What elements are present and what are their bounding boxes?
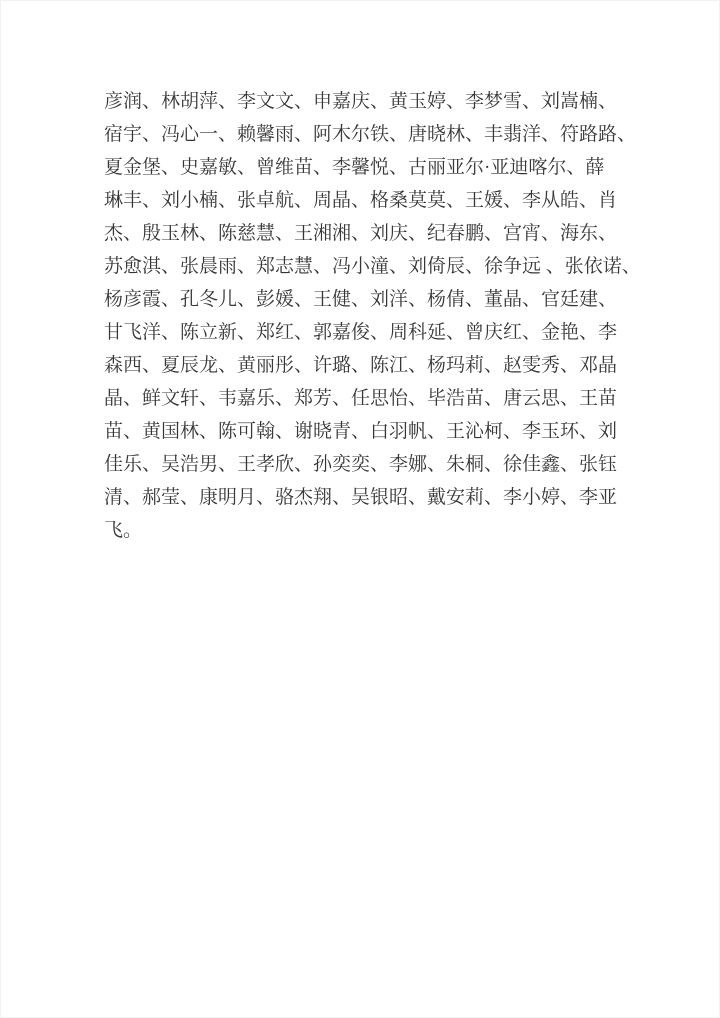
text-line: 彦润、林胡萍、李文文、申嘉庆、黄玉婷、李梦雪、刘嵩楠、 <box>104 91 618 112</box>
text-line: 甘飞洋、陈立新、郑红、郭嘉俊、周科延、曾庆红、金艳、李 <box>104 322 618 343</box>
text-line: 宿宇、冯心一、赖馨雨、阿木尔铁、唐晓林、丰翡洋、符路路、 <box>104 124 637 145</box>
name-list-paragraph <box>104 85 641 547</box>
text-line: 森西、夏辰龙、黄丽彤、许璐、陈江、杨玛莉、赵雯秀、邓晶 <box>104 355 618 376</box>
text-line: 飞。 <box>104 520 143 541</box>
text-line: 夏金堡、史嘉敏、曾维苗、李馨悦、古丽亚尔·亚迪喀尔、薛 <box>104 157 605 178</box>
text-line: 清、郝莹、康明月、骆杰翔、吴银昭、戴安莉、李小婷、李亚 <box>104 487 618 508</box>
text-line: 晶、鲜文轩、韦嘉乐、郑芳、任思怡、毕浩苗、唐云思、王苗 <box>104 388 618 409</box>
text-line: 琳丰、刘小楠、张卓航、周晶、格桑莫莫、王媛、李从皓、肖 <box>104 190 618 211</box>
text-line: 杨彦霞、孔冬儿、彭媛、王健、刘洋、杨倩、董晶、官廷建、 <box>104 289 618 310</box>
text-line: 杰、殷玉林、陈慈慧、王湘湘、刘庆、纪春鹏、宫宵、海东、 <box>104 223 618 244</box>
text-line: 苏愈淇、张晨雨、郑志慧、冯小潼、刘倚辰、徐争远 、张依诺、 <box>104 256 641 277</box>
text-line: 佳乐、吴浩男、王孝欣、孙奕奕、李娜、朱桐、徐佳鑫、张钰 <box>104 454 618 475</box>
text-line: 苗、黄国林、陈可翰、谢晓青、白羽帆、王沁柯、李玉环、刘 <box>104 421 618 442</box>
